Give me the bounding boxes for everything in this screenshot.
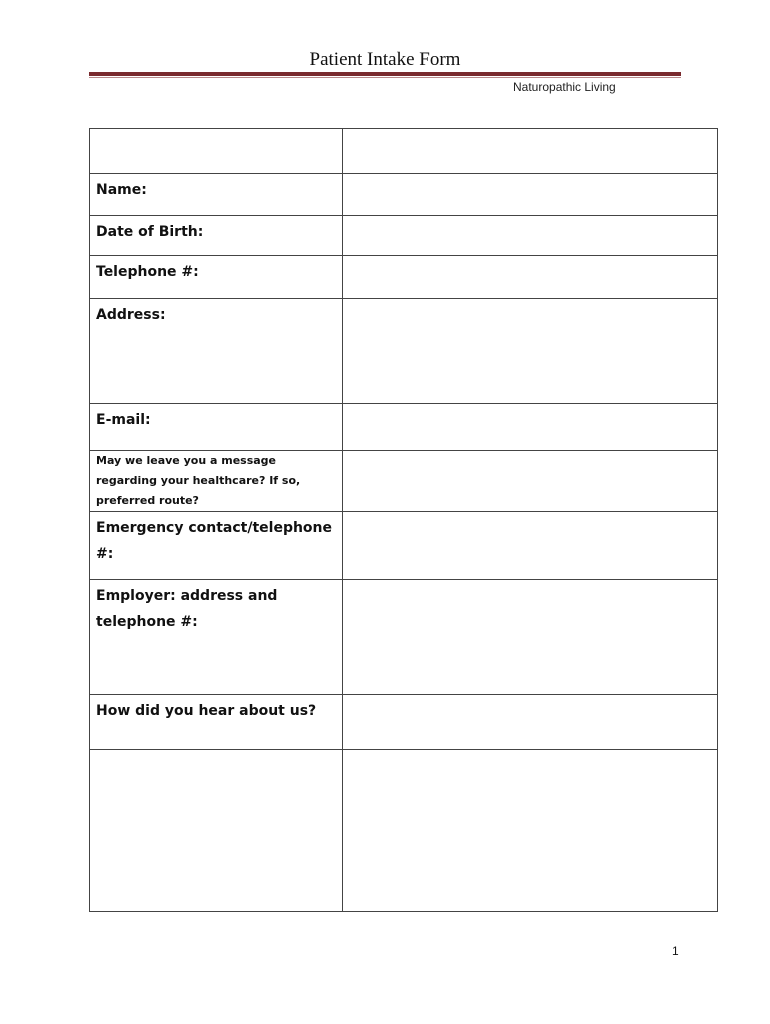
email-label: E-mail: <box>96 412 151 428</box>
label-cell-email <box>90 404 343 451</box>
table-row-name <box>90 174 718 216</box>
emergency-contact-field[interactable] <box>343 512 718 580</box>
label-cell-telephone <box>90 256 343 299</box>
intake-form-table <box>89 128 718 912</box>
page-number: 1 <box>672 944 679 958</box>
address-field[interactable] <box>343 299 718 404</box>
page-title: Patient Intake Form <box>309 49 461 70</box>
title-divider-thick <box>89 72 681 76</box>
message-permission-field[interactable] <box>343 451 718 512</box>
label-cell-employer <box>90 580 343 695</box>
employer-field[interactable] <box>343 580 718 695</box>
address-label: Address: <box>96 307 166 323</box>
employer-label: Employer: address and telephone #: <box>96 588 278 630</box>
practice-name: Naturopathic Living <box>513 80 616 94</box>
label-cell-referral <box>90 695 343 750</box>
telephone-label: Telephone #: <box>96 264 199 280</box>
table-row-message-permission <box>90 451 718 512</box>
table-row-email <box>90 404 718 451</box>
name-field[interactable] <box>343 174 718 216</box>
table-row-dob <box>90 216 718 256</box>
dob-field[interactable] <box>343 216 718 256</box>
email-field[interactable] <box>343 404 718 451</box>
referral-label: How did you hear about us? <box>96 703 317 719</box>
table-row-blank-top <box>90 129 718 174</box>
label-cell-blank-bottom[interactable] <box>90 750 343 912</box>
emergency-contact-label: Emergency contact/telephone #: <box>96 520 333 562</box>
table-row-referral <box>90 695 718 750</box>
label-cell-name <box>90 174 343 216</box>
label-cell-message-permission <box>90 451 343 512</box>
label-cell-emergency-contact <box>90 512 343 580</box>
blank-bottom-field[interactable] <box>343 750 718 912</box>
name-label: Name: <box>96 182 147 198</box>
telephone-field[interactable] <box>343 256 718 299</box>
referral-field[interactable] <box>343 695 718 750</box>
dob-label: Date of Birth: <box>96 224 204 240</box>
row-label <box>90 129 342 132</box>
label-cell-dob <box>90 216 343 256</box>
table-row-telephone <box>90 256 718 299</box>
title-divider <box>89 72 681 78</box>
row-label <box>90 750 342 753</box>
blank-top-field[interactable] <box>343 129 718 174</box>
table-row-employer <box>90 580 718 695</box>
title-divider-thin <box>89 77 681 78</box>
message-permission-label: May we leave you a message regarding your healthcare? If so, preferred route? <box>96 454 301 507</box>
table-row-emergency-contact <box>90 512 718 580</box>
label-cell-address <box>90 299 343 404</box>
label-cell-blank-top <box>90 129 343 174</box>
table-row-address <box>90 299 718 404</box>
table-row-blank-bottom <box>90 750 718 912</box>
